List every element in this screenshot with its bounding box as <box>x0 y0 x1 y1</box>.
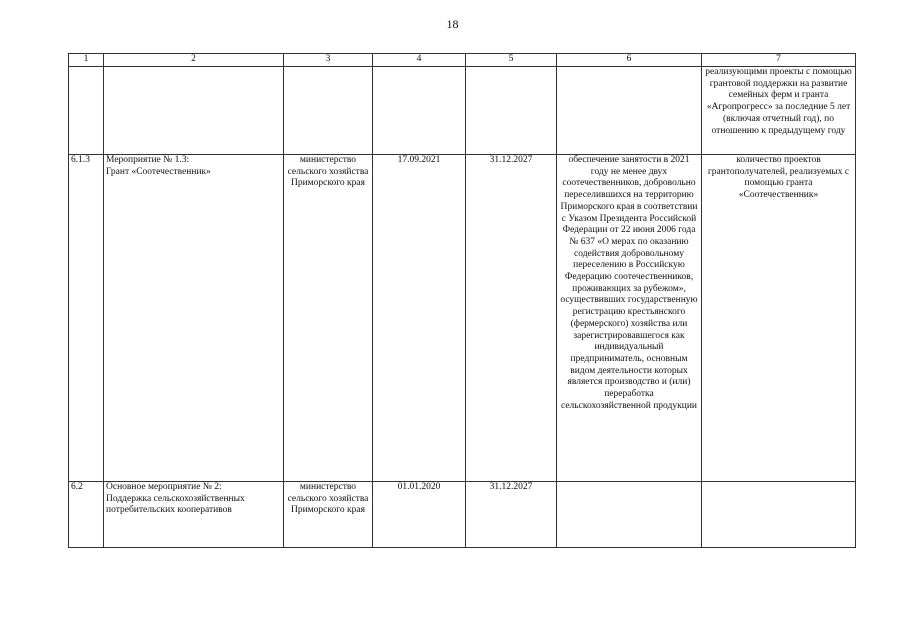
column-number-7: 7 <box>702 54 856 67</box>
table-row <box>69 482 856 548</box>
measure-title: Мероприятие № 1.3: <box>106 155 190 165</box>
executor: министерство сельского хозяйства Приморского края <box>284 155 373 482</box>
row-number: 6.2 <box>69 482 104 548</box>
end-date: 31.12.2027 <box>466 155 557 482</box>
indicator: количество проектов грантополучателей, реализуемых с помощью гранта «Соотечественник» <box>702 155 856 482</box>
continuation-cell-end <box>466 67 557 155</box>
measure-description: Поддержка сельскохозяйственных потребительских кооперативов <box>106 493 245 516</box>
table-row <box>69 155 856 482</box>
row-number: 6.1.3 <box>69 155 104 482</box>
continuation-cell-start <box>373 67 466 155</box>
column-number-4: 4 <box>373 54 466 67</box>
executor: министерство сельского хозяйства Приморского края <box>284 482 373 548</box>
expected-result: обеспечение занятости в 2021 году не менее двух соотечественников, добровольно переселившихся на территорию Приморского края в соответствии с Указом Президента Российской Федерации от 22 июня 2006 года № 637 «О мерах по оказанию содействия добровольному переселению в Российскую Федерацию соотечественников, проживающих за рубежом», осуществивших государственную регистрацию крестьянского (фермерского) хозяйства или зарегистрировавшегося как индивидуальный предприниматель, основным видом деятельности которых является производство и (или) переработка сельскохозяйственной продукции <box>557 155 702 482</box>
column-number-3: 3 <box>284 54 373 67</box>
continuation-indicator-text: реализующими проекты с помощью грантовой поддержки на развитие семейных ферм и гранта «Агропрогресс» за последние 5 лет (включая отчетный год), по отношению к предыдущему году <box>702 67 856 155</box>
continuation-cell-executor <box>284 67 373 155</box>
column-number-1: 1 <box>69 54 104 67</box>
measure-name <box>104 482 284 548</box>
program-measures-table <box>68 53 856 548</box>
column-number-2: 2 <box>104 54 284 67</box>
start-date: 01.01.2020 <box>373 482 466 548</box>
column-number-row <box>69 54 856 67</box>
continuation-cell-num <box>69 67 104 155</box>
indicator <box>702 482 856 548</box>
measure-name <box>104 155 284 482</box>
continuation-row <box>69 67 856 155</box>
measure-title: Основное мероприятие № 2: <box>106 482 222 492</box>
expected-result <box>557 482 702 548</box>
continuation-cell-result <box>557 67 702 155</box>
page-number: 18 <box>446 17 459 31</box>
column-number-5: 5 <box>466 54 557 67</box>
end-date: 31.12.2027 <box>466 482 557 548</box>
measure-description: Грант «Соотечественник» <box>106 166 211 177</box>
column-number-6: 6 <box>557 54 702 67</box>
continuation-cell-name <box>104 67 284 155</box>
start-date: 17.09.2021 <box>373 155 466 482</box>
